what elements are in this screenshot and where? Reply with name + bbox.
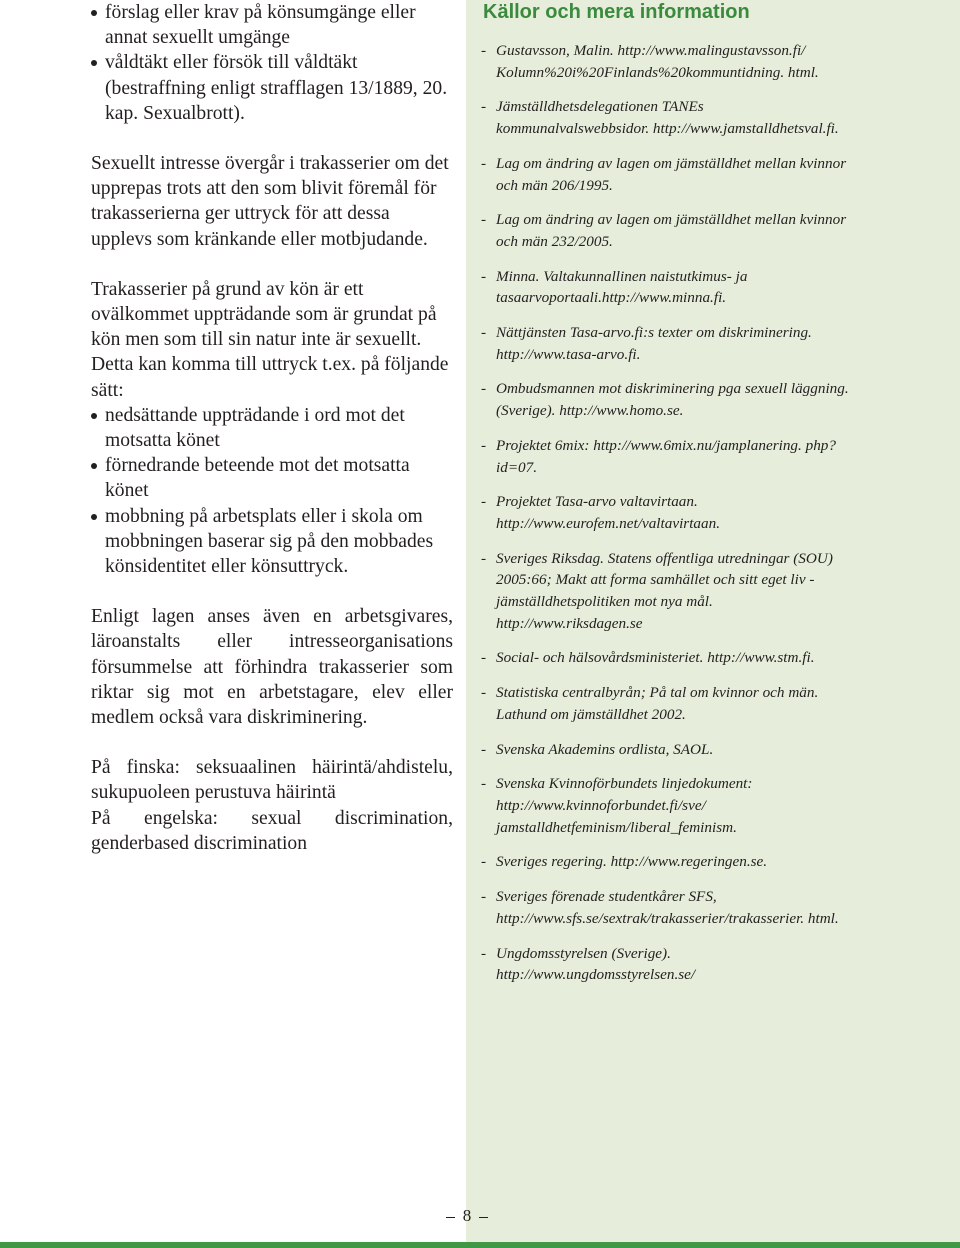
main-text-column (91, 0, 453, 856)
sources-list (480, 40, 850, 999)
dash-marker: - (481, 493, 487, 511)
source-item (480, 647, 850, 669)
source-item (480, 773, 850, 838)
source-text: Ombudsmannen mot diskriminering pga sexuell läggning. (Sverige). http://www.homo.se. (496, 380, 849, 420)
source-text: Sveriges regering. http://www.regeringen.se. (496, 853, 768, 871)
source-text: Projektet 6mix: http://www.6mix.nu/jamplanering. php?id=07. (496, 436, 836, 476)
source-text: Svenska Kvinnoförbundets linjedokument: http://www.kvinnoforbundet.fi/sve/ jamstalldhetfeminism/liberal_feminism. (496, 775, 753, 836)
list-item (91, 453, 453, 503)
dash-marker: - (481, 944, 487, 962)
page-number: 8 (462, 1206, 472, 1225)
dash-marker: - (481, 42, 487, 59)
source-item (480, 886, 850, 929)
english-translation: På engelska: sexual discrimination, genderbased discrimination (91, 807, 453, 854)
list-item (91, 403, 453, 453)
footer-bar (0, 1242, 960, 1248)
gender-bullet-list (91, 403, 453, 579)
source-text: Lag om ändring av lagen om jämställdhet mellan kvinnor och män 206/1995. (496, 154, 847, 194)
dash-marker: - (481, 98, 487, 116)
dash-marker: - (481, 436, 487, 454)
list-item (91, 0, 453, 50)
list-item-text: mobbning på arbetsplats eller i skola om mobbningen baserar sig på den mobbades könsidentitet eller könsuttryck. (105, 505, 434, 578)
source-item (480, 96, 850, 139)
paragraph-gender-harassment: Trakasserier på grund av kön är ett ovälkommet uppträdande som är grundat på kön men som till sin natur inte är sexuellt. Detta kan komma till uttryck t.ex. på följande sätt: (91, 278, 449, 401)
source-text: Svenska Akademins ordlista, SAOL. (496, 740, 714, 758)
dash-marker: - (481, 324, 487, 342)
source-text: Sveriges Riksdag. Statens offentliga utredningar (SOU) 2005:66; Makt att forma samhället och sitt eget liv - jämställdhetspolitiken mot nya mål. http://www.riksdagen.se (496, 549, 833, 632)
list-item-text: förnedrande beteende mot det motsatta könet (105, 455, 410, 502)
dash-marker: - (481, 211, 487, 229)
bullet-icon (91, 463, 97, 469)
source-item (480, 40, 850, 83)
sources-heading: Källor och mera information (483, 1, 750, 23)
source-text: Ungdomsstyrelsen (Sverige). http://www.ungdomsstyrelsen.se/ (496, 944, 696, 984)
source-text: Statistiska centralbyrån; På tal om kvinnor och män. Lathund om jämställdhet 2002. (496, 684, 819, 723)
list-item (91, 50, 453, 126)
page-number-rule-right (479, 1217, 488, 1218)
dash-marker: - (481, 267, 487, 285)
source-text: Sveriges förenade studentkårer SFS, http://www.sfs.se/sextrak/trakasserier/trakasserier. html. (496, 888, 839, 927)
bullet-icon (91, 10, 97, 16)
source-text: Nättjänsten Tasa-arvo.fi:s texter om diskriminering. http://www.tasa-arvo.fi. (496, 324, 812, 363)
source-item (480, 209, 850, 252)
list-item-text: förslag eller krav på könsumgänge eller annat sexuellt umgänge (105, 2, 416, 49)
list-item-text: våldtäkt eller försök till våldtäkt (bestraffning enligt strafflagen 13/1889, 20. kap. Sexualbrott). (105, 52, 448, 124)
dash-marker: - (481, 154, 487, 172)
source-text: Jämställdhetsdelegationen TANEs kommunalvalswebbsidor. http://www.jamstalldhetsval.fi. (496, 98, 839, 138)
list-item-text: nedsättande uppträdande i ord mot det motsatta könet (105, 404, 405, 452)
dash-marker: - (481, 888, 487, 906)
dash-marker: - (481, 775, 487, 793)
source-text: Projektet Tasa-arvo valtavirtaan. http://www.eurofem.net/valtavirtaan. (496, 493, 720, 532)
bullet-icon (91, 413, 97, 419)
bullet-icon (91, 514, 97, 520)
paragraph-law: Enligt lagen anses även en arbetsgivares, läroanstalts eller intresseorganisations försummelse att förhindra trakasserier som riktar sig mot en arbetstagare, elev eller medlem också vara diskriminering. (91, 606, 453, 729)
top-bullet-list (91, 0, 453, 126)
dash-marker: - (481, 853, 487, 871)
source-item (480, 943, 850, 986)
source-item (480, 739, 850, 761)
source-text: Gustavsson, Malin. http://www.malingustavsson.fi/ Kolumn%20i%20Finlands%20kommuntidning. html. (496, 42, 819, 81)
source-item (480, 378, 850, 421)
source-item (480, 491, 850, 534)
source-text: Lag om ändring av lagen om jämställdhet mellan kvinnor och män 232/2005. (496, 211, 847, 250)
dash-marker: - (481, 649, 487, 667)
source-item (480, 548, 850, 635)
dash-marker: - (481, 380, 487, 398)
finnish-translation: På finska: seksuaalinen häirintä/ahdistelu, sukupuoleen perustuva häirintä (91, 757, 453, 804)
dash-marker: - (481, 684, 487, 702)
source-text: Social- och hälsovårdsministeriet. http://www.stm.fi. (496, 649, 815, 667)
dash-marker: - (481, 549, 487, 567)
dash-marker: - (481, 740, 487, 758)
source-item (480, 435, 850, 478)
source-item (480, 266, 850, 309)
list-item (91, 504, 453, 580)
paragraph-sexual-interest: Sexuellt intresse övergår i trakasserier om det upprepas trots att den som blivit föremål för trakasserierna ger uttryck för att dessa upplevs som kränkande eller motbjudande. (91, 153, 449, 250)
source-text: Minna. Valtakunnallinen naistutkimus- ja tasaarvoportaali.http://www.minna.fi. (496, 267, 748, 307)
source-item (480, 322, 850, 365)
source-item (480, 851, 850, 873)
source-item (480, 153, 850, 196)
source-item (480, 682, 850, 725)
bullet-icon (91, 60, 97, 66)
